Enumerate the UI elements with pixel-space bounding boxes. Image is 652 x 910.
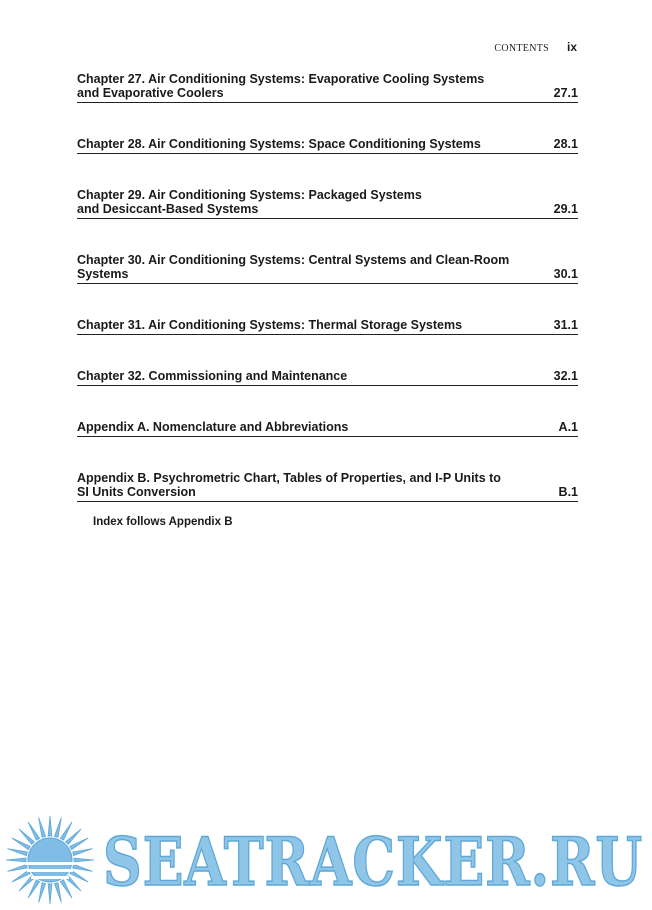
toc-title-line: Chapter 29. Air Conditioning Systems: Packaged Systems	[77, 188, 422, 202]
sun-ray	[48, 884, 52, 904]
sun-icon	[6, 816, 94, 904]
toc-page-number: B.1	[558, 485, 578, 499]
toc-entry-title	[77, 72, 554, 100]
toc-entry-title	[77, 369, 554, 383]
sun-ray	[39, 817, 46, 837]
toc-page-number: 28.1	[553, 137, 578, 151]
sun-ray	[73, 849, 93, 856]
toc-entry-title	[77, 471, 559, 499]
toc-title-line: Chapter 28. Air Conditioning Systems: Space Conditioning Systems	[77, 137, 481, 151]
toc-entry-chapter-30[interactable]	[77, 253, 578, 284]
toc-title-line: Appendix A. Nomenclature and Abbreviations	[77, 420, 349, 434]
page-header	[494, 40, 577, 54]
toc-entry-title	[77, 188, 554, 216]
toc-entry-appendix-b[interactable]	[77, 471, 578, 502]
sun-ray	[48, 816, 52, 836]
toc-entry-chapter-27[interactable]	[77, 72, 578, 103]
toc-title-line: Systems	[77, 267, 129, 281]
toc-entry-title	[77, 318, 554, 332]
toc-title-line: and Desiccant-Based Systems	[77, 202, 259, 216]
toc-entry-chapter-31[interactable]	[77, 318, 578, 335]
toc-page-number: 27.1	[553, 86, 578, 100]
toc-title-line: Chapter 30. Air Conditioning Systems: Central Systems and Clean-Room	[77, 253, 510, 267]
toc-entry-chapter-29[interactable]	[77, 188, 578, 219]
sun-ray	[7, 864, 27, 871]
sun-ray	[54, 817, 61, 837]
toc-page-number: 29.1	[553, 202, 578, 216]
toc-title-line: Chapter 27. Air Conditioning Systems: Evaporative Cooling Systems	[77, 72, 485, 86]
toc-page-number: 30.1	[553, 267, 578, 281]
toc-title-line: Chapter 32. Commissioning and Maintenance	[77, 369, 348, 383]
toc-page-number: 31.1	[553, 318, 578, 332]
toc-title-line: SI Units Conversion	[77, 485, 196, 499]
sun-ray	[54, 883, 61, 903]
toc-entry-title	[77, 137, 554, 151]
page-number: ix	[566, 40, 577, 54]
toc-page-number: 32.1	[553, 369, 578, 383]
toc-entry-appendix-a[interactable]	[77, 420, 578, 437]
sun-ray	[39, 883, 46, 903]
toc-entry-chapter-32[interactable]	[77, 369, 578, 386]
running-header-label: CONTENTS	[494, 43, 549, 54]
index-note: Index follows Appendix B	[93, 516, 233, 528]
table-of-contents	[77, 72, 578, 536]
toc-title-line: Appendix B. Psychrometric Chart, Tables of Properties, and I-P Units to	[77, 471, 501, 485]
watermark-graphic	[5, 815, 647, 905]
toc-entry-title	[77, 253, 554, 281]
toc-page-number: A.1	[558, 420, 578, 434]
watermark-text: SEATRACKER.RU	[103, 823, 643, 901]
watermark	[5, 815, 647, 905]
toc-entry-title	[77, 420, 559, 434]
sun-ray	[73, 864, 93, 871]
sun-ray	[74, 858, 94, 862]
sun-ray	[7, 849, 27, 856]
toc-title-line: Chapter 31. Air Conditioning Systems: Thermal Storage Systems	[77, 318, 463, 332]
toc-entry-chapter-28[interactable]	[77, 137, 578, 154]
toc-title-line: and Evaporative Coolers	[77, 86, 224, 100]
sun-ray	[6, 858, 26, 862]
